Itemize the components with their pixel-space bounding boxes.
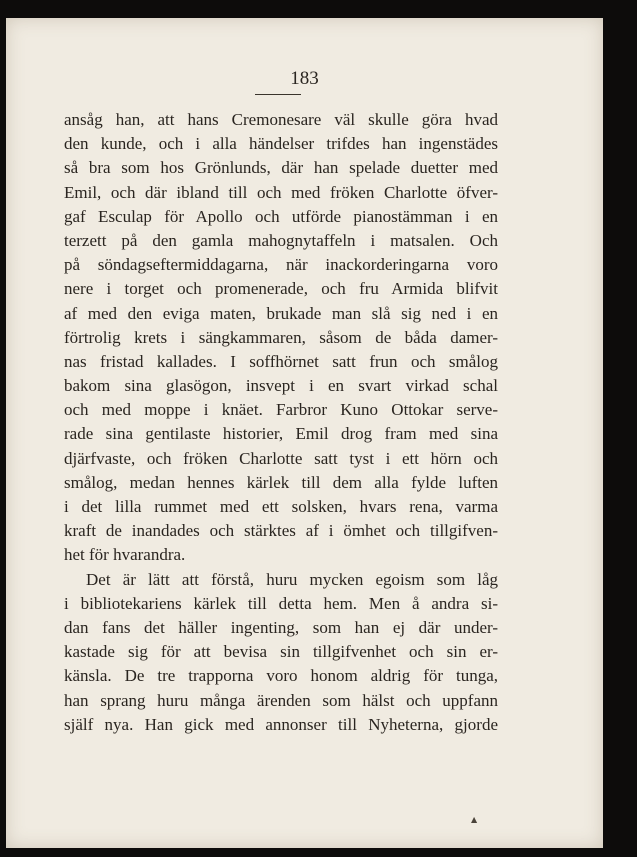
text-line: rade sina gentilaste historier, Emil drog fram med sina [64,424,498,444]
text-line: kastade sig för att bevisa sin tillgifvenhet och sin er- [64,642,498,662]
text-line: nere i torget och promenerade, och fru Armida blifvit [64,279,498,299]
text-line: på söndagseftermiddagarna, när inackorderingarna voro [64,255,498,275]
text-line: dan fans det häller ingenting, som han ej där under- [64,617,498,637]
text-line: Emil, och där ibland till och med fröken Charlotte öfver- [64,182,498,202]
text-line: och med moppe i knäet. Farbror Kuno Ottokar serve- [64,400,498,420]
text-line: han sprang huru många ärenden som hälst och uppfann [64,690,498,710]
text-line: nas fristad kallades. I soffhörnet satt frun och smålog [64,351,498,371]
text-line: känsla. De tre trapporna voro honom aldrig för tunga, [64,666,498,686]
printer-mark-icon: ▲ [471,815,478,824]
text-line: gaf Esculap för Apollo och utförde pianostämman i en [64,206,498,226]
text-line: terzett på den gamla mahognytaffeln i matsalen. Och [64,230,498,250]
text-line: ansåg han, att hans Cremonesare väl skulle göra hvad [64,110,498,129]
text-line: förtrolig krets i sängkammaren, såsom de båda damer- [64,327,498,347]
text-line: den kunde, och i alla händelser trifdes han ingenstädes [64,134,498,154]
text-line: så bra som hos Grönlunds, där han spelade duetter med [64,158,498,178]
text-line: smålog, medan hennes kärlek till dem alla fylde luften [64,472,498,492]
text-line: Det är lätt att förstå, huru mycken egoism som låg [86,569,498,589]
page-number: 183 [290,68,319,89]
text-line: djärfvaste, och fröken Charlotte satt tyst i ett hörn och [64,448,498,468]
text-line: i bibliotekariens kärlek till detta hem. Men å andra si- [64,593,498,613]
text-line: bakom sina glasögon, insvept i en svart virkad schal [64,376,498,396]
text-line: kraft de inandades och stärktes af i ömhet och tillgifven- [64,521,498,541]
book-page [6,18,603,848]
text-line: af med den eviga maten, brukade man slå sig ned i en [64,303,498,323]
header-rule [255,94,301,95]
text-line: i det lilla rummet med ett solsken, hvars rena, varma [64,497,498,516]
text-line: själf nya. Han gick med annonser till Nyheterna, gjorde [64,714,498,734]
body-text [64,108,498,737]
text-line: het för hvarandra. [64,545,186,565]
